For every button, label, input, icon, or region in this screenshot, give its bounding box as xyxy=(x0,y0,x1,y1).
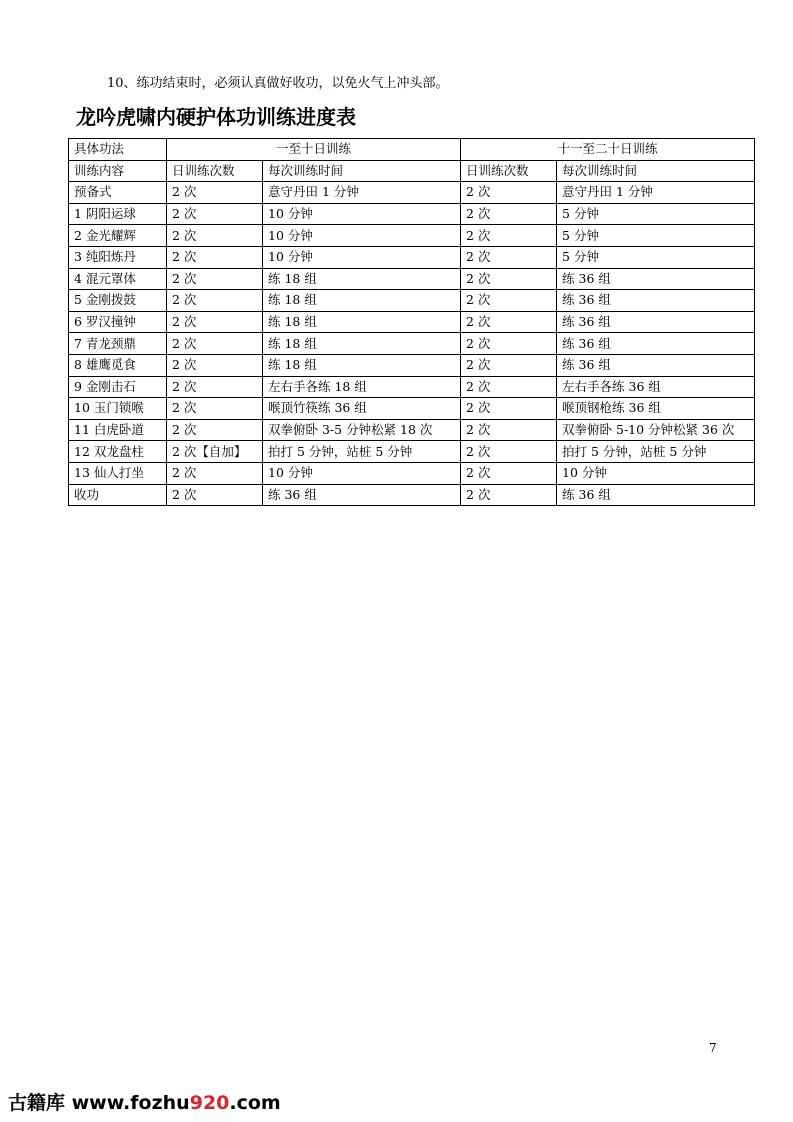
table-row xyxy=(69,225,755,247)
period-2-daily-count: 2 次 xyxy=(461,441,557,463)
table-row xyxy=(69,203,755,225)
period-1-daily-count: 2 次 xyxy=(167,462,263,484)
corner-header-bottom: 训练内容 xyxy=(69,160,167,182)
period-1-session-time: 意守丹田 1 分钟 xyxy=(263,182,461,204)
exercise-name: 4 混元罩体 xyxy=(69,268,167,290)
period-1-daily-count: 2 次 xyxy=(167,268,263,290)
period-1-daily-count: 2 次 xyxy=(167,398,263,420)
period-1-daily-count: 2 次 xyxy=(167,333,263,355)
period-2-daily-count: 2 次 xyxy=(461,484,557,506)
period-2-daily-count: 2 次 xyxy=(461,203,557,225)
period-1-session-time-header: 每次训练时间 xyxy=(263,160,461,182)
period-2-daily-count: 2 次 xyxy=(461,182,557,204)
period-2-session-time: 5 分钟 xyxy=(557,246,755,268)
period-2-daily-count: 2 次 xyxy=(461,225,557,247)
period-1-daily-count-header: 日训练次数 xyxy=(167,160,263,182)
watermark-suffix: .com xyxy=(229,1092,281,1114)
period-1-daily-count: 2 次 xyxy=(167,484,263,506)
period-1-daily-count: 2 次 xyxy=(167,419,263,441)
period-2-session-time: 5 分钟 xyxy=(557,203,755,225)
period-1-session-time: 练 18 组 xyxy=(263,311,461,333)
period-1-daily-count: 2 次 xyxy=(167,311,263,333)
exercise-name: 1 阴阳运球 xyxy=(69,203,167,225)
period-2-daily-count: 2 次 xyxy=(461,419,557,441)
period-1-session-time: 双拳俯卧 3-5 分钟松紧 18 次 xyxy=(263,419,461,441)
period-2-session-time: 练 36 组 xyxy=(557,311,755,333)
period-2-session-time: 练 36 组 xyxy=(557,333,755,355)
exercise-name: 10 玉门锁喉 xyxy=(69,398,167,420)
period-2-session-time: 左右手各练 36 组 xyxy=(557,376,755,398)
table-row xyxy=(69,311,755,333)
period-2-session-time: 意守丹田 1 分钟 xyxy=(557,182,755,204)
page-title: 龙吟虎啸内硬护体功训练进度表 xyxy=(76,105,356,129)
table-row xyxy=(69,246,755,268)
period-1-session-time: 练 18 组 xyxy=(263,268,461,290)
table-row xyxy=(69,462,755,484)
exercise-name: 2 金光耀辉 xyxy=(69,225,167,247)
table-row xyxy=(69,441,755,463)
period-2-session-time: 练 36 组 xyxy=(557,268,755,290)
period-1-header: 一至十日训练 xyxy=(167,139,461,161)
period-1-session-time: 练 18 组 xyxy=(263,333,461,355)
period-1-session-time: 拍打 5 分钟，站桩 5 分钟 xyxy=(263,441,461,463)
period-2-session-time: 拍打 5 分钟，站桩 5 分钟 xyxy=(557,441,755,463)
period-2-daily-count: 2 次 xyxy=(461,354,557,376)
period-2-session-time: 双拳俯卧 5-10 分钟松紧 36 次 xyxy=(557,419,755,441)
period-2-daily-count: 2 次 xyxy=(461,268,557,290)
exercise-name: 12 双龙盘柱 xyxy=(69,441,167,463)
period-1-daily-count: 2 次【自加】 xyxy=(167,441,263,463)
period-2-daily-count: 2 次 xyxy=(461,333,557,355)
exercise-name: 预备式 xyxy=(69,182,167,204)
period-1-daily-count: 2 次 xyxy=(167,246,263,268)
period-1-daily-count: 2 次 xyxy=(167,203,263,225)
period-2-daily-count-header: 日训练次数 xyxy=(461,160,557,182)
exercise-name: 9 金刚击石 xyxy=(69,376,167,398)
table-row xyxy=(69,290,755,312)
period-1-session-time: 10 分钟 xyxy=(263,246,461,268)
training-schedule-table xyxy=(68,138,755,506)
period-1-session-time: 练 18 组 xyxy=(263,290,461,312)
period-2-daily-count: 2 次 xyxy=(461,462,557,484)
table-row xyxy=(69,268,755,290)
period-2-session-time: 练 36 组 xyxy=(557,484,755,506)
period-2-daily-count: 2 次 xyxy=(461,376,557,398)
period-2-daily-count: 2 次 xyxy=(461,398,557,420)
period-2-daily-count: 2 次 xyxy=(461,246,557,268)
exercise-name: 11 白虎卧道 xyxy=(69,419,167,441)
table-row xyxy=(69,419,755,441)
exercise-name: 6 罗汉撞钟 xyxy=(69,311,167,333)
period-1-daily-count: 2 次 xyxy=(167,376,263,398)
exercise-name: 收功 xyxy=(69,484,167,506)
page-number: 7 xyxy=(709,1041,717,1055)
period-2-session-time-header: 每次训练时间 xyxy=(557,160,755,182)
period-1-session-time: 10 分钟 xyxy=(263,225,461,247)
period-1-session-time: 10 分钟 xyxy=(263,462,461,484)
period-1-session-time: 练 18 组 xyxy=(263,354,461,376)
table-row xyxy=(69,398,755,420)
table-row xyxy=(69,376,755,398)
training-note: 10、练功结束时，必须认真做好收功，以免火气上冲头部。 xyxy=(107,76,449,91)
exercise-name: 7 青龙颈鼎 xyxy=(69,333,167,355)
table-row xyxy=(69,182,755,204)
period-1-daily-count: 2 次 xyxy=(167,290,263,312)
exercise-name: 13 仙人打坐 xyxy=(69,462,167,484)
watermark-prefix: 古籍库 www.fozhu xyxy=(8,1092,190,1114)
period-1-daily-count: 2 次 xyxy=(167,182,263,204)
period-2-session-time: 喉顶钢枪练 36 组 xyxy=(557,398,755,420)
period-2-daily-count: 2 次 xyxy=(461,290,557,312)
period-1-session-time: 10 分钟 xyxy=(263,203,461,225)
period-1-daily-count: 2 次 xyxy=(167,225,263,247)
period-1-daily-count: 2 次 xyxy=(167,354,263,376)
exercise-name: 5 金刚拨鼓 xyxy=(69,290,167,312)
period-2-session-time: 5 分钟 xyxy=(557,225,755,247)
site-watermark xyxy=(8,1088,281,1115)
exercise-name: 3 纯阳炼丹 xyxy=(69,246,167,268)
table-header-row xyxy=(69,139,755,161)
period-1-session-time: 练 36 组 xyxy=(263,484,461,506)
table-row xyxy=(69,354,755,376)
table-subheader-row xyxy=(69,160,755,182)
watermark-number: 920 xyxy=(189,1092,230,1114)
period-2-session-time: 练 36 组 xyxy=(557,290,755,312)
table-row xyxy=(69,484,755,506)
period-2-session-time: 10 分钟 xyxy=(557,462,755,484)
period-1-session-time: 左右手各练 18 组 xyxy=(263,376,461,398)
table-row xyxy=(69,333,755,355)
exercise-name: 8 雄鹰觅食 xyxy=(69,354,167,376)
period-1-session-time: 喉顶竹筷练 36 组 xyxy=(263,398,461,420)
period-2-session-time: 练 36 组 xyxy=(557,354,755,376)
period-2-daily-count: 2 次 xyxy=(461,311,557,333)
period-2-header: 十一至二十日训练 xyxy=(461,139,755,161)
corner-header-top: 具体功法 xyxy=(69,139,167,161)
